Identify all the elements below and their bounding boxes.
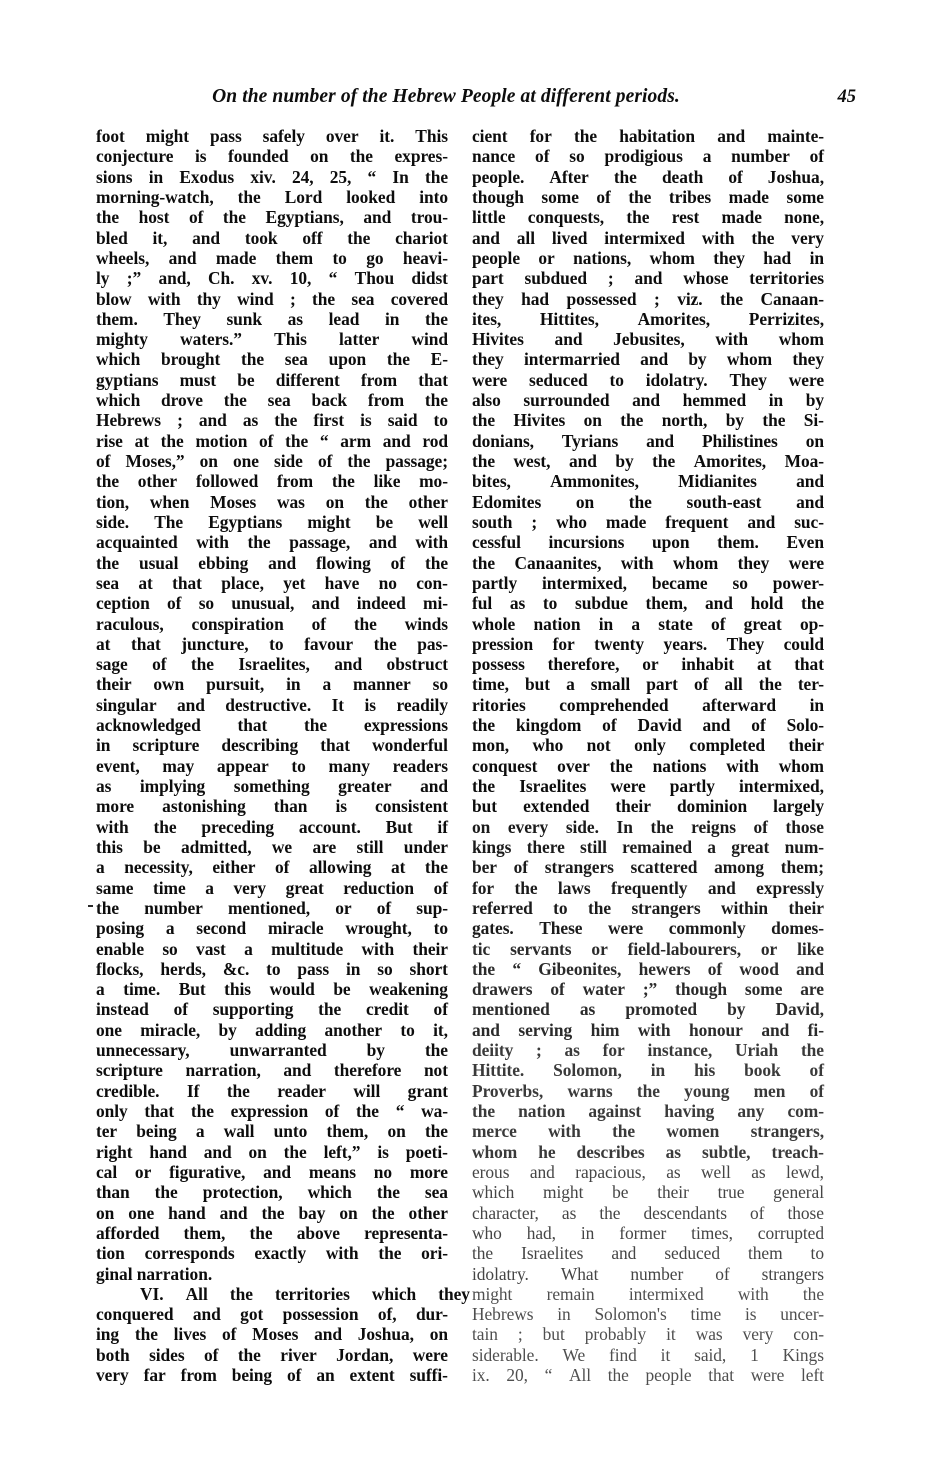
- text-line: pression for twenty years. They could: [472, 633, 824, 654]
- text-line: posing a second miracle wrought, to: [96, 918, 448, 939]
- text-line: Proverbs, warns the young men of: [472, 1080, 824, 1101]
- text-line: the kingdom of David and of Solo-: [472, 715, 824, 736]
- text-line: event, may appear to many readers: [96, 755, 448, 776]
- text-line: part subdued ; and whose territories: [472, 268, 824, 289]
- text-line: acknowledged that the expressions: [96, 715, 448, 736]
- text-line: kings there still remained a great num-: [472, 836, 824, 857]
- text-line: scripture narration, and therefore not: [96, 1060, 448, 1081]
- text-line: singular and destructive. It is readily: [96, 694, 448, 715]
- text-line: cessful incursions upon them. Even: [472, 532, 824, 553]
- text-line: and serving him with honour and fi-: [472, 1019, 824, 1040]
- text-line: donians, Tyrians and Philistines on: [472, 430, 824, 451]
- text-line: mighty waters.” This latter wind: [96, 329, 448, 350]
- text-line: as implying something greater and: [96, 776, 448, 796]
- text-line: bled it, and took off the chariot: [96, 227, 448, 248]
- running-head: [96, 86, 856, 116]
- text-line: were seduced to idolatry. They were: [472, 369, 824, 390]
- text-line: tion corresponds exactly with the ori-: [96, 1243, 448, 1264]
- text-line: whom he describes as subtle, treach-: [472, 1141, 824, 1162]
- text-line: which drove the sea back from the: [96, 390, 448, 411]
- text-line: the other followed from the like mo-: [96, 471, 448, 492]
- text-line: siderable. We find it said, 1 Kings: [472, 1344, 824, 1365]
- text-line: wheels, and made them to go heavi-: [96, 247, 448, 268]
- text-line: the Israelites were partly intermixed,: [472, 776, 824, 796]
- text-line: this be admitted, we are still under: [96, 836, 448, 857]
- text-line: a time. But this would be weakening: [96, 979, 448, 1000]
- text-line: ter being a wall unto them, on the: [96, 1121, 448, 1142]
- scan-speck: [88, 905, 93, 907]
- text-line: rise at the motion of the “ arm and rod: [96, 430, 448, 451]
- text-line: the Canaanites, with whom they were: [472, 552, 824, 573]
- text-line: time, but a small part of all the ter-: [472, 674, 824, 695]
- text-line: a necessity, either of allowing at the: [96, 857, 448, 878]
- text-line: drawers of water ;” though some are: [472, 979, 824, 1000]
- text-line: sea at that place, yet have no con-: [96, 572, 448, 593]
- text-line: blow with thy wind ; the sea covered: [96, 288, 448, 309]
- text-line: of Moses,” on one side of the passage;: [96, 451, 448, 471]
- text-line: acquainted with the passage, and with: [96, 532, 448, 553]
- text-line: possess therefore, or inhabit at that: [472, 654, 824, 675]
- text-line: afforded them, the above representa-: [96, 1222, 448, 1243]
- text-line: cient for the habitation and mainte-: [472, 126, 824, 146]
- text-line: credible. If the reader will grant: [96, 1080, 448, 1101]
- text-line: same time a very great reduction of: [96, 877, 448, 898]
- text-line: enable so vast a multitude with their: [96, 938, 448, 959]
- text-line: mentioned as promoted by David,: [472, 999, 824, 1020]
- text-line: gyptians must be different from that: [96, 369, 448, 390]
- text-line: which might be their true general: [472, 1182, 824, 1203]
- text-line: though some of the tribes made some: [472, 186, 824, 207]
- text-line: idolatry. What number of strangers: [472, 1263, 824, 1284]
- text-line: for the laws frequently and expressly: [472, 877, 824, 898]
- text-line: ber of strangers scattered among them;: [472, 857, 824, 878]
- text-line: the usual ebbing and flowing of the: [96, 552, 448, 573]
- text-line: foot might pass safely over it. This: [96, 126, 448, 146]
- text-line: with the preceding account. But if: [96, 816, 448, 837]
- text-line: nance of so prodigious a number of: [472, 146, 824, 167]
- text-line: mon, who not only completed their: [472, 735, 824, 756]
- text-line: whole nation in a state of great op-: [472, 613, 824, 634]
- text-line: bites, Ammonites, Midianites and: [472, 471, 824, 492]
- text-line: partly intermixed, became so power-: [472, 572, 824, 593]
- running-head-title: On the number of the Hebrew People at different periods.: [212, 86, 680, 107]
- text-line: ception of so unusual, and indeed mi-: [96, 593, 448, 614]
- text-line: erous and rapacious, as well as lewd,: [472, 1161, 824, 1182]
- text-line: the west, and by the Amorites, Moa-: [472, 451, 824, 471]
- text-line: conquered and got possession of, dur-: [96, 1304, 448, 1325]
- text-line: cal or figurative, and means no more: [96, 1161, 448, 1182]
- text-line: the Hivites on the north, by the Si-: [472, 410, 824, 431]
- text-line: people or nations, whom they had in: [472, 247, 824, 268]
- text-column-left: [96, 126, 470, 1396]
- text-line: more astonishing than is consistent: [96, 796, 448, 817]
- text-line: conjecture is founded on the expres-: [96, 146, 448, 167]
- text-line: morning-watch, the Lord looked into: [96, 186, 448, 207]
- text-line: deiity ; as for instance, Uriah the: [472, 1040, 824, 1061]
- text-line: character, as the descendants of those: [472, 1202, 824, 1223]
- text-line: ritories comprehended afterward in: [472, 694, 824, 715]
- text-line: the host of the Egyptians, and trou-: [96, 207, 448, 228]
- text-line: ites, Hittites, Amorites, Perrizites,: [472, 308, 824, 329]
- text-line: ly ;” and, Ch. xv. 10, “ Thou didst: [96, 268, 448, 289]
- text-line: the nation against having any com-: [472, 1101, 824, 1121]
- text-column-right: [472, 126, 824, 1396]
- text-line: raculous, conspiration of the winds: [96, 613, 448, 634]
- text-line: unnecessary, unwarranted by the: [96, 1040, 448, 1061]
- text-line: might remain intermixed with the: [472, 1283, 824, 1304]
- text-line: in scripture describing that wonderful: [96, 735, 448, 756]
- text-line: tion, when Moses was on the other: [96, 491, 448, 512]
- text-line: merce with the women strangers,: [472, 1121, 824, 1142]
- text-line: little conquests, the rest made none,: [472, 207, 824, 228]
- text-line: very far from being of an extent suffi-: [96, 1365, 448, 1386]
- text-line: Hebrews in Solomon's time is uncer-: [472, 1304, 824, 1325]
- text-line: both sides of the river Jordan, were: [96, 1344, 448, 1365]
- text-line: side. The Egyptians might be well: [96, 511, 448, 532]
- text-line: also surrounded and hemmed in by: [472, 390, 824, 411]
- text-line: ful as to subdue them, and hold the: [472, 593, 824, 614]
- text-line: tic servants or field-labourers, or like: [472, 938, 824, 959]
- text-line: on one hand and the bay on the other: [96, 1202, 448, 1223]
- text-line: sions in Exodus xiv. 24, 25, “ In the: [96, 166, 448, 187]
- text-line: at that juncture, to favour the pas-: [96, 633, 448, 654]
- text-line: conquest over the nations with whom: [472, 755, 824, 776]
- text-line: Hebrews ; and as the first is said to: [96, 410, 448, 431]
- text-line: than the protection, which the sea: [96, 1182, 448, 1203]
- text-line: Hittite. Solomon, in his book of: [472, 1060, 824, 1081]
- text-line: Hivites and Jebusites, with whom: [472, 329, 824, 350]
- text-line: on every side. In the reigns of those: [472, 816, 824, 837]
- text-line: and all lived intermixed with the very: [472, 227, 824, 248]
- text-line: gates. These were commonly domes-: [472, 918, 824, 939]
- text-line: people. After the death of Joshua,: [472, 166, 824, 187]
- text-line: their own pursuit, in a manner so: [96, 674, 448, 695]
- text-line: the Israelites and seduced them to: [472, 1243, 824, 1264]
- text-line: they intermarried and by whom they: [472, 349, 824, 370]
- text-line: referred to the strangers within their: [472, 897, 824, 918]
- text-line: but extended their dominion largely: [472, 796, 824, 817]
- text-line: one miracle, by adding another to it,: [96, 1019, 448, 1040]
- text-line: Edomites on the south-east and: [472, 491, 824, 512]
- text-line: tain ; but probably it was very con-: [472, 1324, 824, 1345]
- text-line: the “ Gibeonites, hewers of wood and: [472, 958, 824, 979]
- text-line: only that the expression of the “ wa-: [96, 1101, 448, 1121]
- text-line: sage of the Israelites, and obstruct: [96, 654, 448, 675]
- text-line: ginal narration.: [96, 1263, 213, 1284]
- text-line: south ; who made frequent and suc-: [472, 511, 824, 532]
- text-line: right hand and on the left,” is poeti-: [96, 1141, 448, 1162]
- text-line: they had possessed ; viz. the Canaan-: [472, 288, 824, 309]
- text-line: which brought the sea upon the E-: [96, 349, 448, 370]
- text-line: ix. 20, “ All the people that were left: [472, 1365, 824, 1386]
- text-line: the number mentioned, or of sup-: [96, 897, 448, 918]
- text-line: them. They sunk as lead in the: [96, 308, 448, 329]
- body-text: [96, 126, 848, 1396]
- text-line: ing the lives of Moses and Joshua, on: [96, 1324, 448, 1345]
- text-line: who had, in former times, corrupted: [472, 1222, 824, 1243]
- text-line: VI. All the territories which they: [140, 1283, 470, 1304]
- text-line: instead of supporting the credit of: [96, 999, 448, 1020]
- page-number: 45: [837, 87, 856, 107]
- text-line: flocks, herds, &c. to pass in so short: [96, 958, 448, 979]
